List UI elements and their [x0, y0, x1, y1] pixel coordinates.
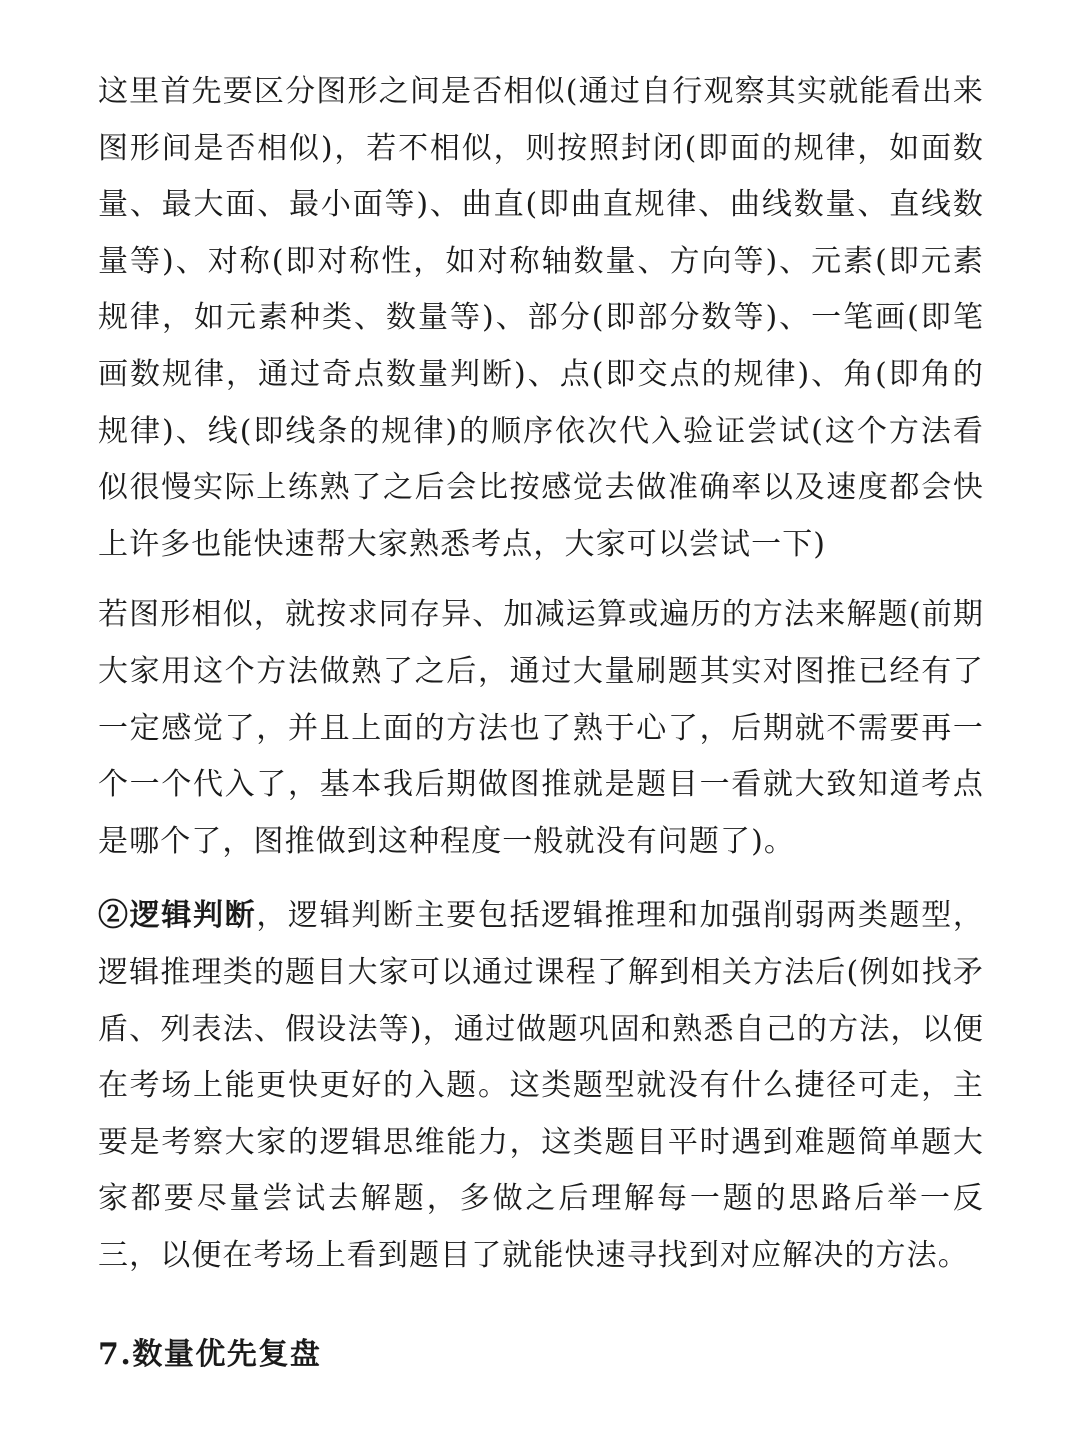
paragraph-logic-judgment	[98, 888, 984, 1284]
document-body	[98, 64, 984, 1284]
section-heading-quantity-review: 7.数量优先复盘	[98, 1337, 322, 1372]
paragraph-figure-reasoning-dissimilar: 这里首先要区分图形之间是否相似(通过自行观察其实就能看出来图形间是否相似)，若不相似，则按照封闭(即面的规律，如面数量、最大面、最小面等)、曲直(即曲直规律、曲线数量、直线数量等)、对称(即对称性，如对称轴数量、方向等)、元素(即元素规律，如元素种类、数量等)、部分(即部分数等)、一笔画(即笔画数规律，通过奇点数量判断)、点(即交点的规律)、角(即角的规律)、线(即线条的规律)的顺序依次代入验证尝试(这个方法看似很慢实际上练熟了之后会比按感觉去做准确率以及速度都会快上许多也能快速帮大家熟悉考点，大家可以尝试一下)	[98, 74, 984, 562]
paragraph-figure-reasoning-similar: 若图形相似，就按求同存异、加减运算或遍历的方法来解题(前期大家用这个方法做熟了之后，通过大量刷题其实对图推已经有了一定感觉了，并且上面的方法也了熟于心了，后期就不需要再一个一个代入了，基本我后期做图推就是题目一看就大致知道考点是哪个了，图推做到这种程度一般就没有问题了)。	[98, 597, 984, 859]
logic-judgment-lead: ②逻辑判断	[98, 898, 257, 934]
logic-judgment-text: ，逻辑判断主要包括逻辑推理和加强削弱两类题型，逻辑推理类的题目大家可以通过课程了解到相关方法后(例如找矛盾、列表法、假设法等)，通过做题巩固和熟悉自己的方法，以便在考场上能更快更好的入题。这类题型就没有什么捷径可走，主要是考察大家的逻辑思维能力，这类题目平时遇到难题简单题大家都要尽量尝试去解题，多做之后理解每一题的思路后举一反三，以便在考场上看到题目了就能快速寻找到对应解决的方法。	[98, 898, 984, 1273]
